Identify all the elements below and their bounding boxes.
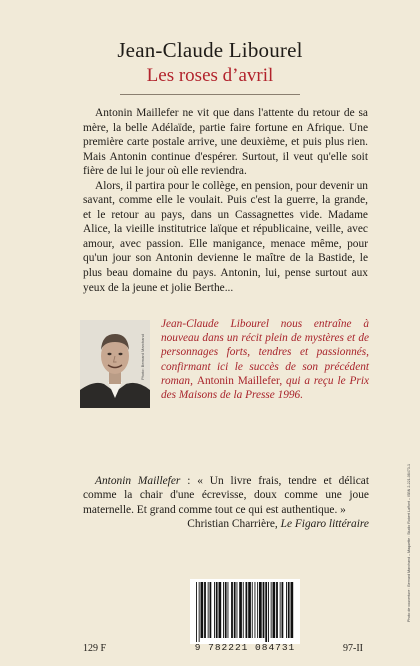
bio-book-title: Antonin Maillefer, <box>196 374 283 387</box>
synopsis-paragraph-2: Alors, il partira pour le collège, en pension, pour devenir un savant, comme elle le voulait. Puis c'est la guerre, la grande, et le retour au pays, dans un Cassagnettes vide. Madame Alice, la vieille institutrice laïque et républicaine, veille, avec amour, avec passion. Elle manigance, menace même, pour qu'un jour son Antonin devienne le maître de la Bastide, le plus beau domaine du pays. Antonin, lui, pense surtout aux yeux de la jeune et jolie Berthe... <box>83 179 368 294</box>
isbn-digits: 9 782221 084731 <box>194 642 296 653</box>
synopsis <box>83 106 368 295</box>
author-bio <box>161 317 369 402</box>
bio-text-1: Jean-Claude Libourel nous entraîne à nouveau dans un récit plein de mystères et de personnages forts, tendres et passionnés, confirmant ici le succès de son précédent roman, <box>161 318 369 387</box>
title-divider <box>120 94 300 95</box>
press-quote <box>83 474 369 531</box>
quote-critic: Christian Charrière, <box>187 517 281 530</box>
quote-body: : « Un livre frais, tendre et délicat comme la chair d'une écrevisse, doux comme une joue maternelle. Et grand comme tout ce qui est authentique. » <box>83 475 369 516</box>
barcode-icon <box>190 579 300 644</box>
synopsis-paragraph-1: Antonin Maillefer ne vit que dans l'attente du retour de sa mère, la belle Adélaïde, partie faire fortune en Afrique. Une première carte postale arrive, une deuxième, et puis plus rien. Mais Antonin continue d'espérer. Surtout, il veut qu'elle soit fière de lui le jour où elle reviendra. <box>83 107 368 178</box>
edition-code: 97-II <box>343 643 363 654</box>
price: 129 F <box>83 643 107 654</box>
barcode <box>190 579 300 644</box>
quote-text <box>83 474 369 517</box>
author-name: Jean-Claude Libourel <box>117 38 303 62</box>
photo-credit: Photo: Bernard Marchand <box>140 334 145 380</box>
book-title: Les roses d’avril <box>146 65 274 86</box>
quote-publication: Le Figaro littéraire <box>280 517 369 530</box>
quote-book-title: Antonin Maillefer <box>95 475 181 487</box>
bio-text-2: qui a reçu le Prix des Maisons de la Presse 1996. <box>161 374 369 402</box>
quote-source <box>83 517 369 531</box>
credits-note: Photo de couverture : Bernard Marchand – Maquette : Studio Robert Laffont – ISBN 2-221-08473-1 <box>407 464 411 622</box>
